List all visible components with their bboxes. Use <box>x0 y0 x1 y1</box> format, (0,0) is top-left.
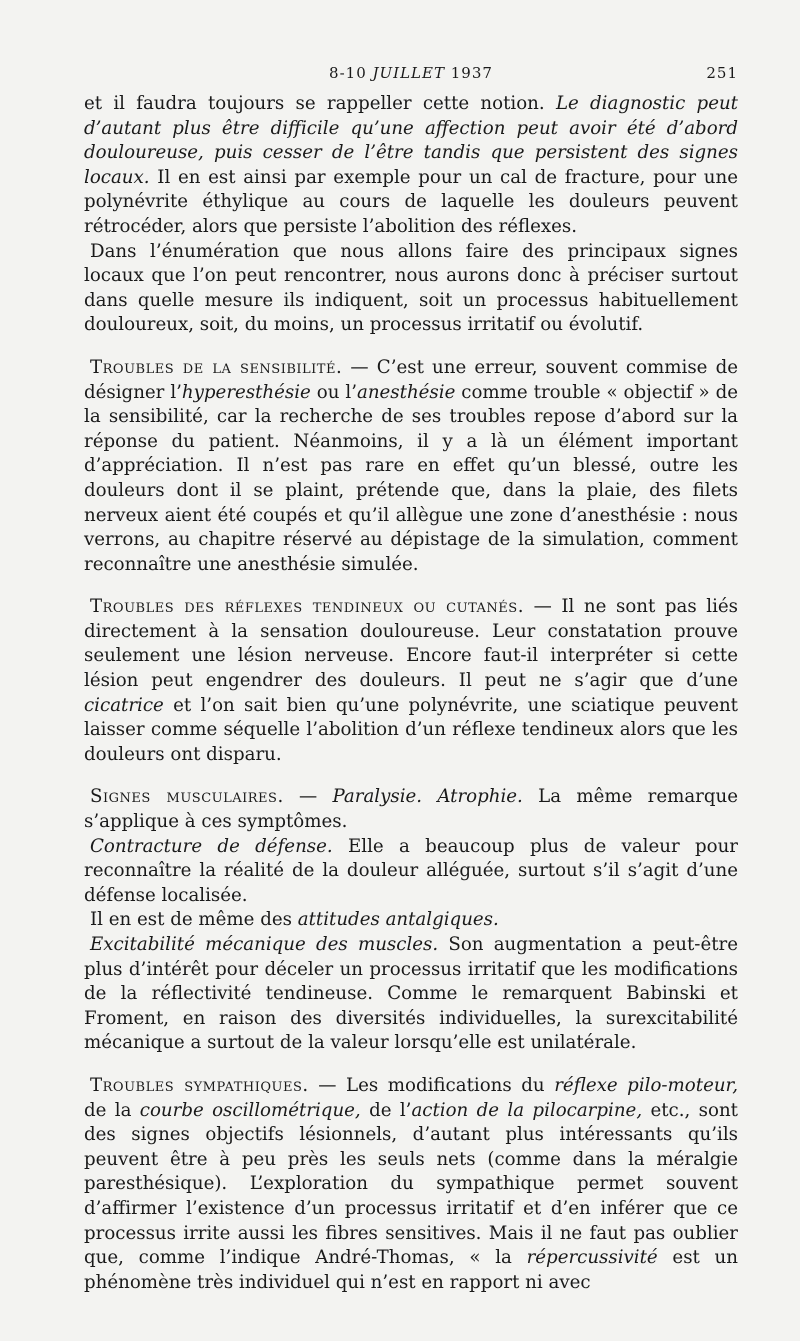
section-sensibilite: Troubles de la sensibilité. — C’est une erreur, souvent commise de désigner l’hyperesthésie ou l’anesthésie comme trouble « objectif » de la sensibilité, car la recherche de ses troubles repose d’abord sur la réponse du patient. Néanmoins, il y a là un élément important d’appréciation. Il n’est pas rare en effet qu’un blessé, outre les douleurs dont il se plaint, prétende que, dans la plaie, des filets nerveux aient été coupés et qu’il allègue une zone d’anesthésie : nous verrons, au chapitre réservé au dépistage de la simulation, comment reconnaître une anesthésie simulée. <box>84 356 739 575</box>
page-number: 251 <box>706 64 738 82</box>
running-title: 8-10 JUILLET 1937 <box>329 64 493 82</box>
section-heading: Troubles des réflexes tendineux ou cutanés. <box>90 596 524 618</box>
section-heading: Troubles sympathiques. <box>90 1074 309 1096</box>
page-body <box>84 92 738 1295</box>
section-heading: Signes musculaires. <box>90 786 284 808</box>
section-sympathiques: Troubles sympathiques. — Les modifications du réflexe pilo-moteur, de la courbe oscillométrique, de l’action de la pilocarpine, etc., sont des signes objectifs lésionnels, d’autant plus intéressants qu’ils peuvent être à peu près les seuls nets (comme dans la méralgie paresthésique). L’exploration du sympathique permet souvent d’affirmer l’existence d’un processus irritatif et d’en inférer que ce processus irrite aussi les fibres sensitives. Mais il ne faut pas oublier que, comme l’indique André-Thomas, « la répercussivité est un phénomène très individuel qui n’est en rapport ni avec <box>84 1074 739 1293</box>
section-musculaires: Signes musculaires. — Paralysie. Atrophie. La même remarque s’applique à ces symptômes. <box>84 786 738 833</box>
section-heading: Troubles de la sensibilité. <box>90 356 343 378</box>
paragraph-contracture: Contracture de défense. Elle a beaucoup plus de valeur pour reconnaître la réalité de la douleur alléguée, surtout s’il s’agit d’une défense localisée. <box>84 835 738 906</box>
paragraph-2: Dans l’énumération que nous allons faire des principaux signes locaux que l’on peut rencontrer, nous aurons donc à préciser surtout dans quelle mesure ils indiquent, soit un processus habituellement douloureux, soit, du moins, un processus irritatif ou évolutif. <box>84 240 738 336</box>
running-header <box>84 60 738 86</box>
section-reflexes: Troubles des réflexes tendineux ou cutanés. — Il ne sont pas liés directement à la sensation douloureuse. Leur constatation prouve seulement une lésion nerveuse. Encore faut-il interpréter si cette lésion peut engendrer des douleurs. Il peut ne s’agir que d’une cicatrice et l’on sait bien qu’une polynévrite, une sciatique peuvent laisser comme séquelle l’abolition d’un réflexe tendineux alors que les douleurs ont disparu. <box>84 596 738 765</box>
paragraph-attitudes: Il en est de même des attitudes antalgiques. <box>90 909 499 931</box>
paragraph-excitabilite: Excitabilité mécanique des muscles. Son augmentation a peut-être plus d’intérêt pour déceler un processus irritatif que les modifications de la réflectivité tendineuse. Comme le remarquent Babinski et Froment, en raison des diversités individuelles, la surexcitabilité mécanique a surtout de la valeur lorsqu’elle est unilatérale. <box>84 934 738 1054</box>
paragraph-1: et il faudra toujours se rappeller cette notion. Le diagnostic peut d’autant plus être difficile qu’une affection peut avoir été d’abord douloureuse, puis cesser de l’être tandis que persistent des signes locaux. Il en est ainsi par exemple pour un cal de fracture, pour une polynévrite éthylique au cours de laquelle les douleurs peuvent rétrocéder, alors que persiste l’abolition des réflexes. <box>84 93 738 237</box>
